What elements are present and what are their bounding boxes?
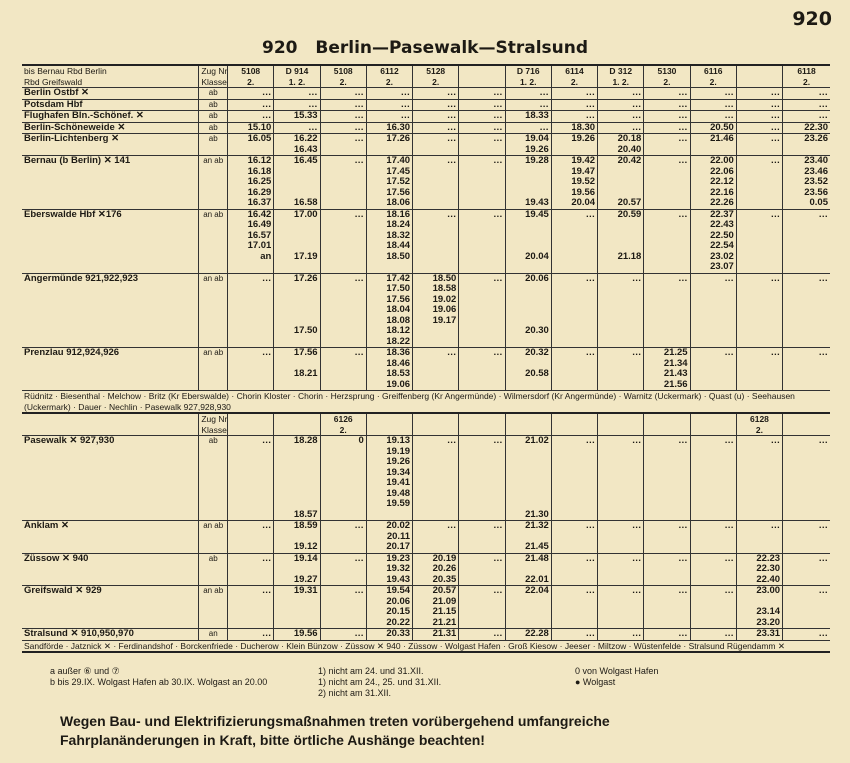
time-cell: … [551,99,597,111]
time-cell: 22.00 22.06 22.12 22.16 22.26 [690,156,736,210]
time-cell: 23.40 23.46 23.52 23.56 0.05 [783,156,830,210]
time-cell: … [598,586,644,629]
time-cell: … [736,436,782,521]
station-name: Potsdam Hbf [22,99,199,111]
time-cell: … [320,122,366,134]
note-a: a außer ⑥ und ⑦ [50,666,120,676]
time-cell: 22.04 [505,586,551,629]
time-cell: 20.02 20.11 20.17 [366,521,412,554]
time-cell: 16.45 16.58 [274,156,320,210]
station-name: Berlin-Schöneweide ✕ [22,122,199,134]
time-cell: … [320,209,366,273]
time-cell: … [644,111,690,123]
time-cell: … [736,273,782,348]
time-cell: … [228,553,274,586]
station-name: Greifswald ✕ 929 [22,586,199,629]
table-row [22,111,830,123]
time-cell: 17.40 17.45 17.52 17.56 18.06 [366,156,412,210]
train-header-2 [274,413,320,436]
train-header: 6114 2. [551,65,597,88]
time-cell: … [736,99,782,111]
arr-dep: ab [199,122,228,134]
train-header: D 914 1. 2. [274,65,320,88]
time-cell: … [551,348,597,391]
note-b: b bis 29.IX. Wolgast Hafen ab 30.IX. Wolgast an 20.00 [50,677,268,687]
time-cell: … [459,629,505,641]
zug-label: Zug Nr Klasse [199,65,228,88]
time-cell: 21.31 [413,629,459,641]
time-cell: … [644,586,690,629]
time-cell: 17.26 17.50 [274,273,320,348]
time-cell: … [598,348,644,391]
footnotes-middle [318,666,441,699]
station-name: Prenzlau 912,924,926 [22,348,199,391]
arr-dep: ab [199,99,228,111]
time-cell: … [228,348,274,391]
train-header: D 312 1. 2. [598,65,644,88]
intermediate-stations-row [22,391,830,414]
train-header [736,65,782,88]
time-cell: … [783,629,830,641]
time-cell: … [413,156,459,210]
time-cell: … [736,156,782,210]
time-cell: 0 [320,436,366,521]
station-name: Berlin Ostbf ✕ [22,88,199,100]
time-cell: … [459,521,505,554]
time-cell: … [644,209,690,273]
warning-line-2: Fahrplanänderungen in Kraft, bitte örtliche Aushänge beachten! [60,732,485,748]
warning-notice [60,712,610,750]
train-header: 5108 2. [320,65,366,88]
table-row [22,156,830,210]
time-cell: … [736,348,782,391]
time-cell: 20.57 21.09 21.15 21.21 [413,586,459,629]
time-cell: … [736,134,782,156]
time-cell: … [644,88,690,100]
time-cell: … [505,88,551,100]
station-name: Züssow ✕ 940 [22,553,199,586]
table-row [22,209,830,273]
time-cell: … [366,111,412,123]
time-cell: … [690,273,736,348]
time-cell: 20.42 20.57 [598,156,644,210]
time-cell: 20.06 20.30 [505,273,551,348]
time-cell: … [551,88,597,100]
rbd-label: bis Bernau Rbd Berlin Rbd Greifswald [22,65,199,88]
time-cell: … [598,553,644,586]
time-cell: 21.48 22.01 [505,553,551,586]
station-name: Stralsund ✕ 910,950,970 [22,629,199,641]
time-cell: … [459,348,505,391]
page-number: 920 [792,8,832,30]
arr-dep: ab [199,436,228,521]
timetable [22,64,830,653]
time-cell: … [459,436,505,521]
time-cell: … [413,88,459,100]
time-cell: … [644,436,690,521]
time-cell: … [551,209,597,273]
train-header-2 [505,413,551,436]
note-wolgast: ● Wolgast [575,677,616,687]
blank [22,413,199,436]
intermediate-stations: Sandförde · Jatznick ✕ · Ferdinandshof · Borckenfriede · Ducherow · Klein Bünzow · Züssow ✕ 940 · Züssow · Wolgast Hafen · Groß Kiesow · Jeeser · Miltzow · Wüstenfelde · Stralsund Rügendamm ✕ [22,640,830,652]
time-cell: 20.50 [690,122,736,134]
train-header-2 [783,413,830,436]
time-cell: … [320,586,366,629]
train-header: 6112 2. [366,65,412,88]
train-header: 5130 2. [644,65,690,88]
time-cell: … [551,586,597,629]
time-cell: … [644,99,690,111]
time-cell: 16.42 16.49 16.57 17.01 an [228,209,274,273]
time-cell: 18.36 18.46 18.53 19.06 [366,348,412,391]
time-cell: … [736,88,782,100]
time-cell: … [320,553,366,586]
time-cell: 17.00 17.19 [274,209,320,273]
intermediate-stations-row [22,640,830,652]
note-wolgast-hafen: 0 von Wolgast Hafen [575,666,659,676]
time-cell: 18.16 18.24 18.32 18.44 18.50 [366,209,412,273]
time-cell: … [598,273,644,348]
time-cell: … [783,99,830,111]
time-cell: 19.42 19.47 19.52 19.56 20.04 [551,156,597,210]
time-cell: … [644,134,690,156]
time-cell: … [783,521,830,554]
station-name: Bernau (b Berlin) ✕ 141 [22,156,199,210]
time-cell: … [783,88,830,100]
time-cell: 16.30 [366,122,412,134]
time-cell: … [459,99,505,111]
time-cell: … [320,156,366,210]
time-cell: 15.33 [274,111,320,123]
train-header-2: 6126 2. [320,413,366,436]
train-header-2 [690,413,736,436]
time-cell: 22.37 22.43 22.50 22.54 23.02 23.07 [690,209,736,273]
train-header-2: 6128 2. [736,413,782,436]
note-2: 1) nicht am 24., 25. und 31.XII. [318,677,442,687]
time-cell: … [274,88,320,100]
table-row [22,273,830,348]
time-cell: 17.42 17.50 17.56 18.04 18.08 18.12 18.22 [366,273,412,348]
train-header: 5108 2. [228,65,274,88]
header-row [22,65,830,88]
time-cell: … [320,99,366,111]
time-cell: … [320,521,366,554]
train-header-2 [644,413,690,436]
station-name: Flughafen Bln.-Schönef. ✕ [22,111,199,123]
time-cell: 22.30 [783,122,830,134]
time-cell: … [736,122,782,134]
time-cell: … [783,436,830,521]
time-cell: … [551,436,597,521]
train-header: D 716 1. 2. [505,65,551,88]
time-cell: 23.31 [736,629,782,641]
time-cell: … [598,99,644,111]
table-row [22,436,830,521]
time-cell: 22.28 [505,629,551,641]
time-cell: … [551,521,597,554]
table-row [22,629,830,641]
time-cell: … [736,521,782,554]
time-cell: … [413,436,459,521]
time-cell: … [505,99,551,111]
time-cell: … [598,629,644,641]
time-cell: … [505,122,551,134]
station-name: Pasewalk ✕ 927,930 [22,436,199,521]
time-cell: 20.33 [366,629,412,641]
time-cell: 19.04 19.26 [505,134,551,156]
time-cell: 20.59 21.18 [598,209,644,273]
time-cell: … [690,586,736,629]
time-cell: 20.18 20.40 [598,134,644,156]
time-cell: … [644,122,690,134]
time-cell: 18.28 18.57 [274,436,320,521]
table-row [22,521,830,554]
time-cell: … [274,122,320,134]
time-cell: … [228,111,274,123]
train-header: 6116 2. [690,65,736,88]
time-cell: … [551,111,597,123]
table-row [22,134,830,156]
time-cell: 18.59 19.12 [274,521,320,554]
time-cell: … [644,521,690,554]
time-cell: 16.22 16.43 [274,134,320,156]
time-cell: 18.33 [505,111,551,123]
time-cell: 19.31 [274,586,320,629]
time-cell: 17.26 [366,134,412,156]
time-cell: … [598,521,644,554]
time-cell: … [551,629,597,641]
table-row [22,553,830,586]
warning-line-1: Wegen Bau- und Elektrifizierungsmaßnahmen treten vorübergehend umfangreiche [60,713,610,729]
time-cell: 21.46 [690,134,736,156]
time-cell: 19.14 19.27 [274,553,320,586]
time-cell: … [228,88,274,100]
time-cell: 19.23 19.32 19.43 [366,553,412,586]
time-cell: 23.00 23.14 23.20 [736,586,782,629]
time-cell: 21.32 21.45 [505,521,551,554]
title-route: Berlin—Pasewalk—Stralsund [315,38,589,58]
time-cell: … [783,586,830,629]
time-cell: … [459,122,505,134]
time-cell: … [783,209,830,273]
time-cell: … [228,629,274,641]
time-cell: 18.50 18.58 19.02 19.06 19.17 [413,273,459,348]
time-cell: … [736,209,782,273]
time-cell: … [413,134,459,156]
arr-dep: an ab [199,209,228,273]
station-name: Berlin-Lichtenberg ✕ [22,134,199,156]
time-cell: … [459,273,505,348]
time-cell: … [320,111,366,123]
time-cell: … [644,156,690,210]
train-header-2 [459,413,505,436]
train-header: 5128 2. [413,65,459,88]
table-row [22,586,830,629]
station-name: Angermünde 921,922,923 [22,273,199,348]
time-cell: 18.30 [551,122,597,134]
station-name: Eberswalde Hbf ✕176 [22,209,199,273]
time-cell: … [320,273,366,348]
time-cell: … [459,553,505,586]
time-cell: … [228,521,274,554]
time-cell: … [690,521,736,554]
time-cell: … [274,99,320,111]
time-cell: … [690,88,736,100]
time-cell: 16.12 16.18 16.25 16.29 16.37 [228,156,274,210]
arr-dep: an ab [199,156,228,210]
time-cell: 19.26 [551,134,597,156]
note-1: 1) nicht am 24. und 31.XII. [318,666,424,676]
page-title [0,38,850,58]
time-cell: … [783,111,830,123]
time-cell: … [413,111,459,123]
table-row [22,122,830,134]
footnotes-left [50,666,267,688]
time-cell: 19.54 20.06 20.15 20.22 [366,586,412,629]
table-row [22,348,830,391]
table-row [22,88,830,100]
train-header-2 [228,413,274,436]
time-cell: … [551,273,597,348]
time-cell: … [690,553,736,586]
time-cell: 20.32 20.58 [505,348,551,391]
time-cell: … [228,436,274,521]
arr-dep: an ab [199,521,228,554]
time-cell: … [736,111,782,123]
time-cell: … [459,586,505,629]
arr-dep: ab [199,88,228,100]
time-cell: … [783,273,830,348]
train-header-2 [598,413,644,436]
time-cell: … [598,111,644,123]
arr-dep: ab [199,553,228,586]
time-cell: 21.25 21.34 21.43 21.56 [644,348,690,391]
time-cell: 19.13 19.19 19.26 19.34 19.41 19.48 19.59 [366,436,412,521]
time-cell: … [690,111,736,123]
time-cell: … [690,629,736,641]
time-cell: … [690,436,736,521]
time-cell: … [644,553,690,586]
time-cell: 22.23 22.30 22.40 [736,553,782,586]
time-cell: … [413,122,459,134]
time-cell: … [598,88,644,100]
time-cell: … [598,122,644,134]
time-cell: … [228,99,274,111]
arr-dep: an ab [199,348,228,391]
intermediate-stations: Rüdnitz · Biesenthal · Melchow · Britz (Kr Eberswalde) · Chorin Kloster · Chorin · Herzsprung · Greiffenberg (Kr Angermünde) · Wilmersdorf (Kr Angermünde) · Warnitz (Uckermark) · Quast (u) · Seehausen (Uckermark) · Dauer · Nechlin · Pasewalk 927,928,930 [22,391,830,414]
time-cell: … [551,553,597,586]
arr-dep: ab [199,111,228,123]
time-cell: 16.05 [228,134,274,156]
time-cell: 21.02 21.30 [505,436,551,521]
time-cell: … [783,553,830,586]
time-cell: 17.56 18.21 [274,348,320,391]
arr-dep: an ab [199,586,228,629]
time-cell: 23.26 [783,134,830,156]
table-row [22,99,830,111]
header-row-2 [22,413,830,436]
time-cell: … [459,111,505,123]
train-header-2 [366,413,412,436]
footnotes-right [575,666,658,688]
time-cell: … [366,99,412,111]
train-header [459,65,505,88]
arr-dep: an [199,629,228,641]
time-cell: 20.19 20.26 20.35 [413,553,459,586]
time-cell: … [228,586,274,629]
time-cell: … [459,209,505,273]
time-cell: … [644,273,690,348]
time-cell: … [366,88,412,100]
time-cell: … [459,134,505,156]
time-cell: … [320,88,366,100]
time-cell: 19.56 [274,629,320,641]
station-name: Anklam ✕ [22,521,199,554]
time-cell: … [320,134,366,156]
time-cell: … [598,436,644,521]
arr-dep: an ab [199,273,228,348]
time-cell: … [459,88,505,100]
note-3: 2) nicht am 31.XII. [318,688,392,698]
time-cell: … [413,521,459,554]
time-cell: 19.28 19.43 [505,156,551,210]
zug-label-2: Zug Nr Klasse [199,413,228,436]
time-cell: … [690,348,736,391]
time-cell: … [228,273,274,348]
time-cell: 19.45 20.04 [505,209,551,273]
time-cell: … [783,348,830,391]
time-cell: … [644,629,690,641]
time-cell: … [413,209,459,273]
train-header-2 [551,413,597,436]
time-cell: … [459,156,505,210]
time-cell: … [413,99,459,111]
train-header: 6118 2. [783,65,830,88]
train-header-2 [413,413,459,436]
time-cell: … [690,99,736,111]
time-cell: … [320,348,366,391]
time-cell: … [320,629,366,641]
time-cell: … [413,348,459,391]
arr-dep: ab [199,134,228,156]
time-cell: 15.10 [228,122,274,134]
title-number: 920 [261,38,298,58]
